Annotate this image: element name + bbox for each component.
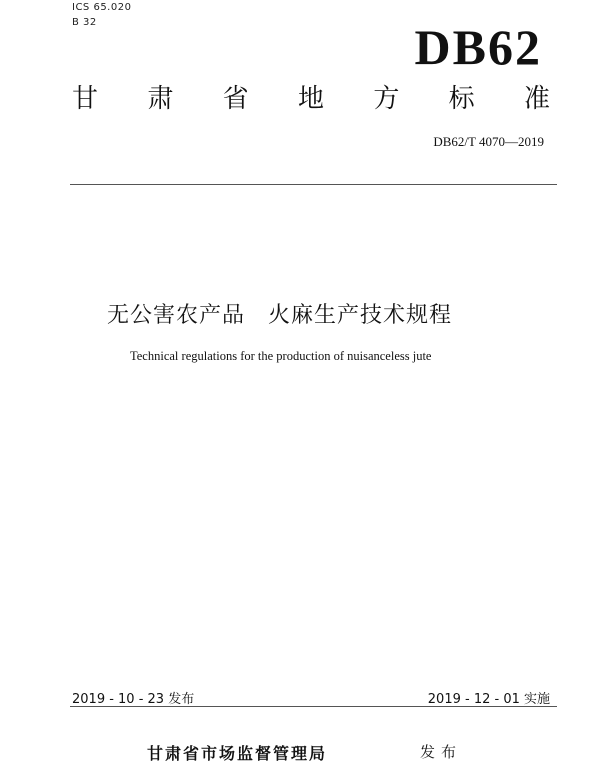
standard-name-char: 标	[448, 84, 475, 114]
standard-name-char: 肃	[147, 84, 174, 114]
standard-code: DB62	[414, 19, 542, 75]
standard-name-char: 省	[222, 84, 249, 114]
standard-name	[72, 86, 550, 112]
standard-name-char: 地	[297, 84, 324, 114]
standard-name-char: 方	[373, 84, 400, 114]
issuing-authority: 甘肃省市场监督管理局	[147, 744, 328, 763]
standard-name-char: 甘	[72, 84, 99, 114]
ics-code: ICS 65.020	[72, 2, 132, 13]
publish-date: 2019 - 10 - 23 发布	[72, 692, 195, 707]
standard-name-char: 准	[523, 84, 550, 114]
issue-label: 发布	[420, 743, 463, 761]
ccs-code: B 32	[72, 17, 97, 28]
footer-divider	[70, 706, 557, 707]
document-title-english: Technical regulations for the production of nuisanceless jute	[130, 349, 432, 363]
standard-number: DB62/T 4070—2019	[433, 134, 544, 149]
implement-date: 2019 - 12 - 01 实施	[427, 692, 550, 707]
header-divider	[70, 184, 557, 185]
document-title-chinese: 无公害农产品 火麻生产技术规程	[107, 303, 453, 328]
